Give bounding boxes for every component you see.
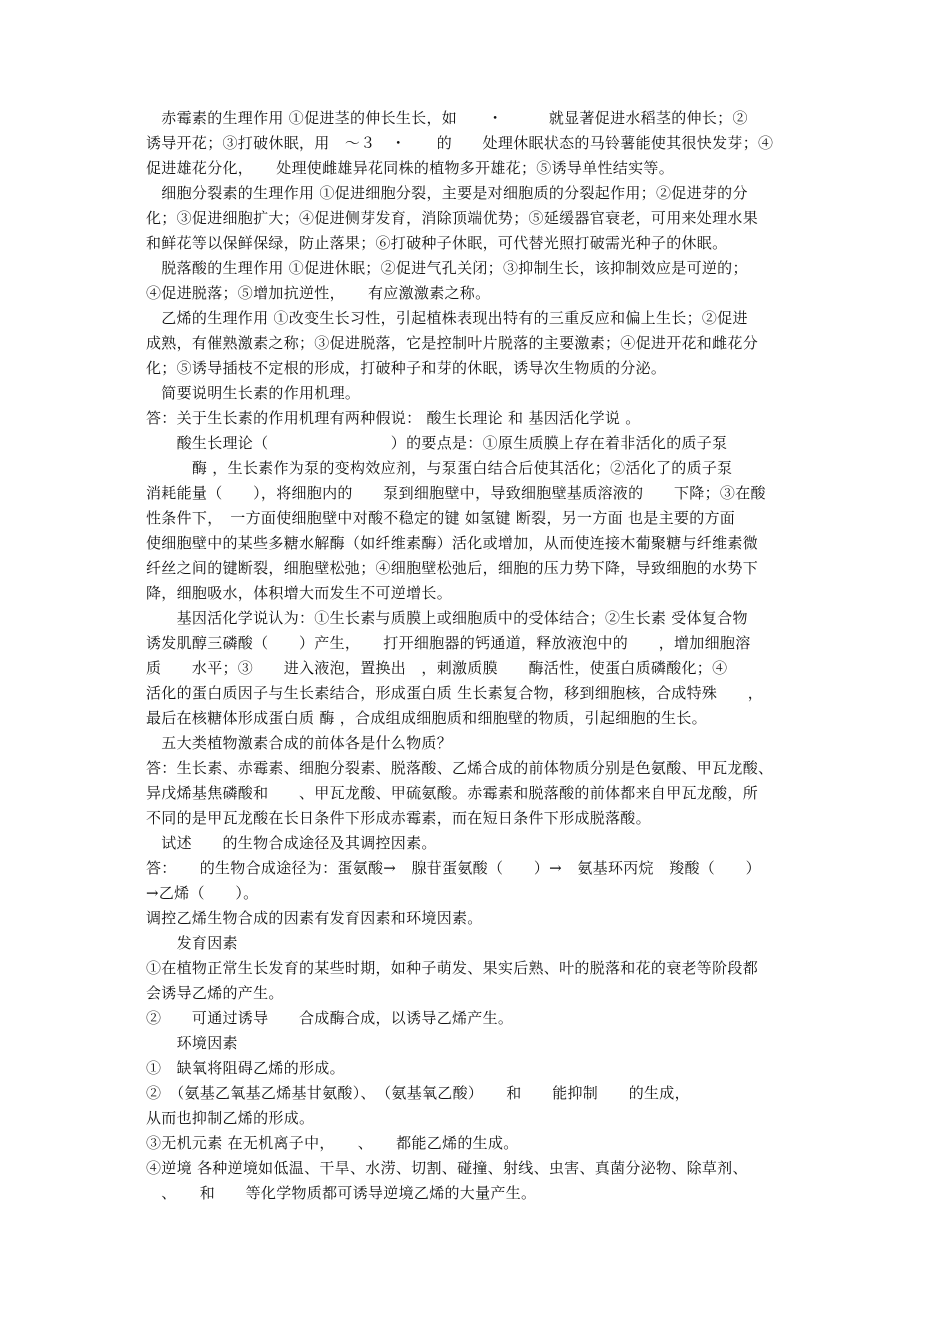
text-line: 最后在核糖体形成蛋白质 酶 ，合成组成细胞质和细胞壁的物质，引起细胞的生长。 <box>146 709 707 727</box>
text-line: 从而也抑制乙烯的形成。 <box>146 1109 315 1127</box>
text-line: ② 可通过诱导 合成酶合成，以诱导乙烯产生。 <box>146 1009 514 1027</box>
text-line: 性条件下， 一方面使细胞壁中对酸不稳定的键 如氢键 断裂，另一方面 也是主要的方面 <box>146 509 736 527</box>
text-line: 答：关于生长素的作用机理有两种假说： 酸生长理论 和 基因活化学说 。 <box>146 409 641 427</box>
text-line: 酸生长理论（ ）的要点是：①原生质膜上存在着非活化的质子泵 <box>146 434 728 452</box>
text-line: 成熟，有催熟激素之称；③促进脱落，它是控制叶片脱落的主要激素；④促进开花和雌花分 <box>146 334 759 352</box>
text-line: 调控乙烯生物合成的因素有发育因素和环境因素。 <box>146 909 483 927</box>
text-line: 发育因素 <box>146 934 238 952</box>
text-line: ④促进脱落；⑤增加抗逆性， 有应激激素之称。 <box>146 284 491 302</box>
text-line: 、 和 等化学物质都可诱导逆境乙烯的大量产生。 <box>146 1184 537 1202</box>
text-line: 不同的是甲瓦龙酸在长日条件下形成赤霉素，而在短日条件下形成脱落酸。 <box>146 809 651 827</box>
text-line: 环境因素 <box>146 1034 238 1052</box>
text-line: ①在植物正常生长发育的某些时期，如种子萌发、果实后熟、叶的脱落和花的衰老等阶段都 <box>146 959 759 977</box>
text-line: 简要说明生长素的作用机理。 <box>146 384 361 402</box>
text-line: 化；⑤诱导插枝不定根的形成，打破种子和芽的休眠，诱导次生物质的分泌。 <box>146 359 667 377</box>
text-line: 基因活化学说认为：①生长素与质膜上或细胞质中的受体结合；②生长素 受体复合物 <box>146 609 748 627</box>
text-line: 诱导开花；③打破休眠，用 ～３ ・ 的 处理休眠状态的马铃薯能使其很快发芽；④ <box>146 134 774 152</box>
text-line: 质 水平；③ 进入液泡，置换出 ，刺激质膜 酶活性，使蛋白质磷酸化；④ <box>146 659 728 677</box>
text-line: 脱落酸的生理作用 ①促进休眠；②促进气孔关闭；③抑制生长，该抑制效应是可逆的； <box>146 259 748 277</box>
text-line: 纤丝之间的键断裂，细胞壁松弛；④细胞壁松弛后，细胞的压力势下降，导致细胞的水势下 <box>146 559 759 577</box>
text-line: 酶 ，生长素作为泵的变构效应剂，与泵蛋白结合后使其活化；②活化了的质子泵 <box>146 459 733 477</box>
text-line: →乙烯（ ）。 <box>146 884 259 902</box>
text-line: 答： 的生物合成途径为：蛋氨酸→ 腺苷蛋氨酸（ ）→ 氨基环丙烷 羧酸（ ） <box>146 859 761 877</box>
text-line: 诱发肌醇三磷酸（ ）产生， 打开细胞器的钙通道，释放液泡中的 ，增加细胞溶 <box>146 634 751 652</box>
text-line: 活化的蛋白质因子与生长素结合，形成蛋白质 生长素复合物，移到细胞核，合成特殊 ， <box>146 684 764 702</box>
text-line: 消耗能量（ ），将细胞内的 泵到细胞壁中，导致细胞壁基质溶液的 下降；③在酸 <box>146 484 766 502</box>
text-line: 细胞分裂素的生理作用 ①促进细胞分裂，主要是对细胞质的分裂起作用；②促进芽的分 <box>146 184 748 202</box>
text-line: 促进雄花分化， 处理使雌雄异花同株的植物多开雄花；⑤诱导单性结实等。 <box>146 159 675 177</box>
text-line: 答：生长素、赤霉素、细胞分裂素、脱落酸、乙烯合成的前体物质分别是色氨酸、甲瓦龙酸、 <box>146 759 774 777</box>
text-line: 异戊烯基焦磷酸和 、甲瓦龙酸、甲硫氨酸。赤霉素和脱落酸的前体都来自甲瓦龙酸，所 <box>146 784 759 802</box>
text-line: 使细胞壁中的某些多糖水解酶（如纤维素酶）活化或增加，从而使连接木葡聚糖与纤维素微 <box>146 534 759 552</box>
text-line: ① 缺氧将阻碍乙烯的形成。 <box>146 1059 345 1077</box>
text-line: 试述 的生物合成途径及其调控因素。 <box>146 834 437 852</box>
text-line: 赤霉素的生理作用 ①促进茎的伸长生长，如 ・ 就显著促进水稻茎的伸长；② <box>146 109 748 127</box>
text-line: 会诱导乙烯的产生。 <box>146 984 284 1002</box>
text-line: 降，细胞吸水，体积增大而发生不可逆增长。 <box>146 584 453 602</box>
text-line: ③无机元素 在无机离子中， 、 都能乙烯的生成。 <box>146 1134 519 1152</box>
text-line: ④逆境 各种逆境如低温、干旱、水涝、切割、碰撞、射线、虫害、真菌分泌物、除草剂、 <box>146 1159 748 1177</box>
text-line: 化；③促进细胞扩大；④促进侧芽发育，消除顶端优势；⑤延缓器官衰老，可用来处理水果 <box>146 209 759 227</box>
text-line: ② （氨基乙氧基乙烯基甘氨酸）、 （氨基氧乙酸） 和 能抑制 的生成， <box>146 1084 690 1102</box>
text-line: 五大类植物激素合成的前体各是什么物质？ <box>146 734 453 752</box>
text-line: 乙烯的生理作用 ①改变生长习性，引起植株表现出特有的三重反应和偏上生长；②促进 <box>146 309 748 327</box>
text-line: 和鲜花等以保鲜保绿，防止落果；⑥打破种子休眠，可代替光照打破需光种子的休眠。 <box>146 234 728 252</box>
